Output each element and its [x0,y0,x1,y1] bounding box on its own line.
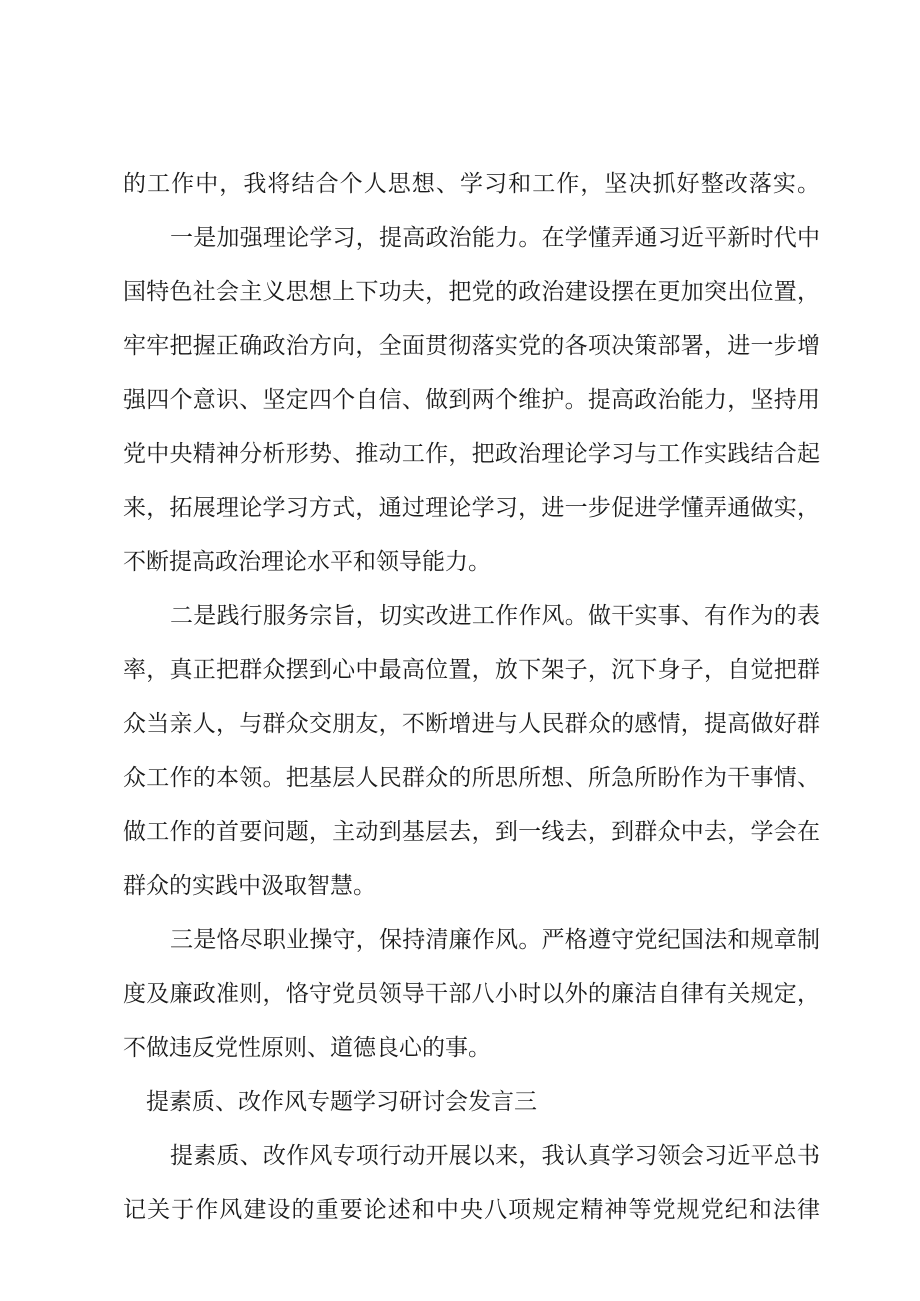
paragraph-first-line: 三是恪尽职业操守，保持清廉作风。严格遵守党纪国法和规章制 [170,927,820,953]
text-line: 国特色社会主义思想上下功夫，把党的政治建设摆在更加突出位置， [123,279,820,305]
text-line: 度及廉政准则，恪守党员领导干部八小时以外的廉洁自律有关规定， [123,981,820,1007]
text-line: 记关于作风建设的重要论述和中央八项规定精神等党规党纪和法律 [123,1197,820,1223]
section-heading: 提素质、改作风专题学习研讨会发言三 [146,1089,537,1115]
text-line: 党中央精神分析形势、推动工作，把政治理论学习与工作实践结合起 [123,441,820,467]
text-line: 强四个意识、坚定四个自信、做到两个维护。提高政治能力，坚持用 [123,387,820,413]
paragraph-last-line: 群众的实践中汲取智慧。 [123,873,376,899]
text-line: 众当亲人，与群众交朋友，不断增进与人民群众的感情，提高做好群 [123,711,820,737]
paragraph-first-line: 提素质、改作风专项行动开展以来，我认真学习领会习近平总书 [170,1143,820,1169]
paragraph-last-line: 不断提高政治理论水平和领导能力。 [123,549,491,575]
paragraph-first-line: 一是加强理论学习，提高政治能力。在学懂弄通习近平新时代中 [170,225,820,251]
text-line: 众工作的本领。把基层人民群众的所思所想、所急所盼作为干事情、 [123,765,820,791]
text-line: 做工作的首要问题，主动到基层去，到一线去，到群众中去，学会在 [123,819,820,845]
text-line: 率，真正把群众摆到心中最高位置，放下架子，沉下身子，自觉把群 [123,657,820,683]
text-line: 来，拓展理论学习方式，通过理论学习，进一步促进学懂弄通做实， [123,495,820,521]
paragraph-last-line: 不做违反党性原则、道德良心的事。 [123,1035,491,1061]
text-line: 牢牢把握正确政治方向，全面贯彻落实党的各项决策部署，进一步增 [123,333,820,359]
text-line: 的工作中，我将结合个人思想、学习和工作，坚决抓好整改落实。 [123,171,820,197]
paragraph-first-line: 二是践行服务宗旨，切实改进工作作风。做干实事、有作为的表 [170,603,820,629]
